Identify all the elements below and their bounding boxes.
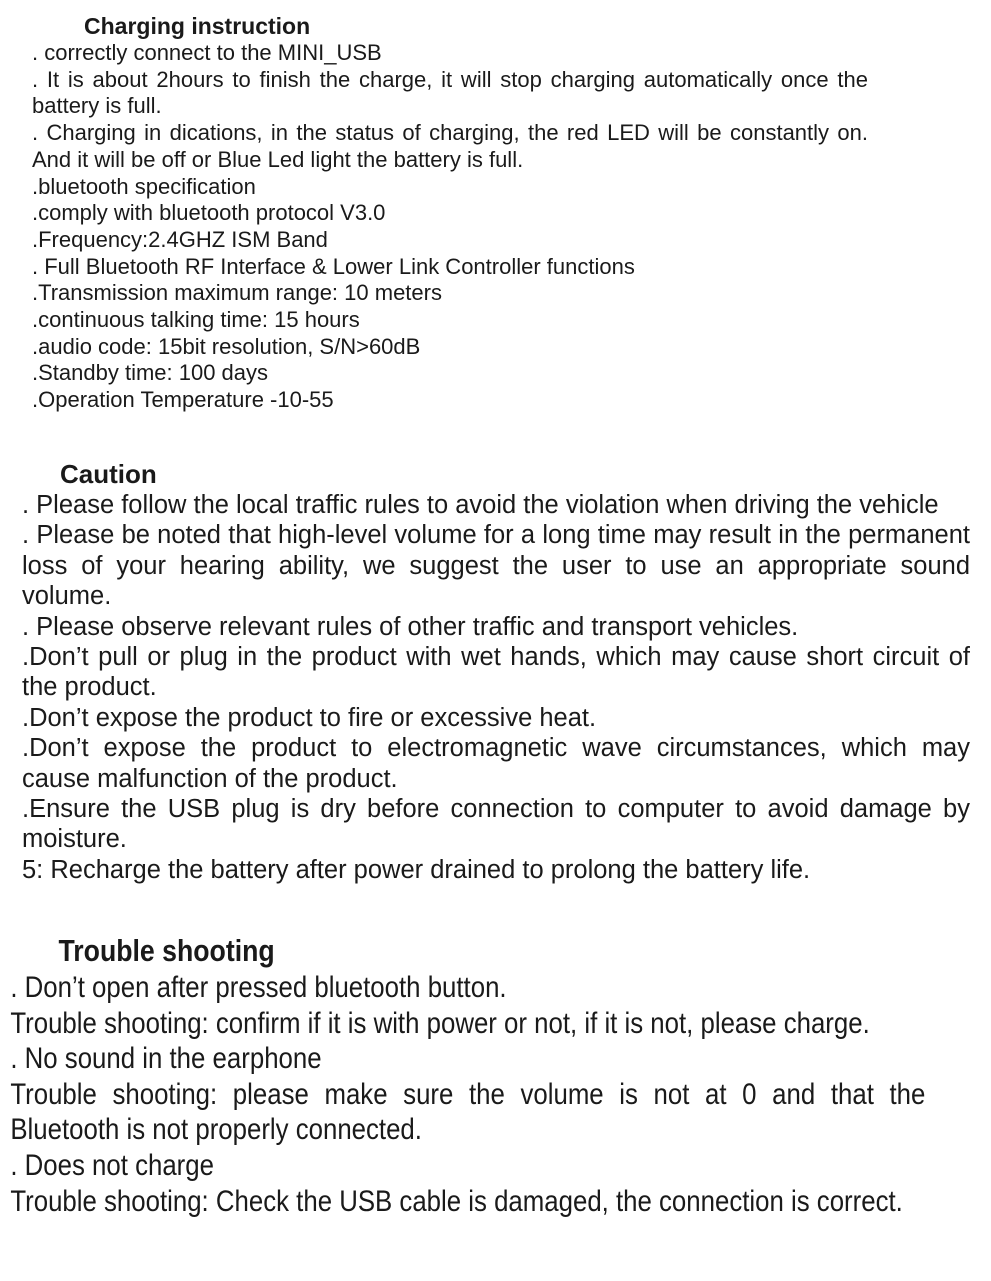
charging-line-duration: . It is about 2hours to finish the charge, it will stop charging automatically once the battery is full. xyxy=(32,66,868,119)
charging-line-indication: . Charging in dications, in the status of charging, the red LED will be constantly on. And it will be off or Blue Led light the battery is full. xyxy=(32,120,868,172)
caution-section xyxy=(0,458,991,885)
spec-talk-time: .continuous talking time: 15 hours xyxy=(32,307,360,333)
caution-traffic-rules: . Please follow the local traffic rules to avoid the violation when driving the vehicle xyxy=(22,491,939,519)
spec-protocol: .comply with bluetooth protocol V3.0 xyxy=(32,200,386,226)
trouble-issue-no-sound: . No sound in the earphone xyxy=(10,1042,322,1076)
spec-audio-code: .audio code: 15bit resolution, S/N>60dB xyxy=(32,333,421,359)
trouble-issue-bluetooth: . Don’t open after pressed bluetooth button. xyxy=(10,971,507,1004)
caution-volume: . Please be noted that high-level volume for a long time may result in the permanent loss of your hearing ability, we suggest the user to use an appropriate sound volume. xyxy=(22,521,970,611)
caution-usb-dry: .Ensure the USB plug is dry before connection to computer to avoid damage by moisture. xyxy=(22,795,970,854)
spec-range: .Transmission maximum range: 10 meters xyxy=(32,280,442,306)
caution-electromagnetic: .Don’t expose the product to electromagnetic wave circumstances, which may cause malfunction of the product. xyxy=(22,734,970,793)
spec-temperature: .Operation Temperature -10-55 xyxy=(32,387,334,413)
caution-heat: .Don’t expose the product to fire or excessive heat. xyxy=(22,703,597,732)
spec-rf-interface: . Full Bluetooth RF Interface & Lower Link Controller functions xyxy=(32,253,635,279)
caution-transport: . Please observe relevant rules of other traffic and transport vehicles. xyxy=(22,612,799,641)
spec-frequency: .Frequency:2.4GHZ ISM Band xyxy=(32,226,328,252)
caution-wet-hands: .Don’t pull or plug in the product with wet hands, which may cause short circuit of the product. xyxy=(22,643,970,702)
bluetooth-spec-heading: .bluetooth specification xyxy=(32,173,256,199)
trouble-fix-usb-cable: Trouble shooting: Check the USB cable is damaged, the connection is correct. xyxy=(10,1184,903,1218)
spec-standby: .Standby time: 100 days xyxy=(32,360,269,386)
caution-heading: Caution xyxy=(60,459,157,489)
charging-instruction-heading: Charging instruction xyxy=(84,13,311,39)
charging-instruction-section xyxy=(0,12,991,414)
charging-line-usb: . correctly connect to the MINI_USB xyxy=(32,40,382,65)
caution-recharge: 5: Recharge the battery after power drained to prolong the battery life. xyxy=(22,855,811,884)
trouble-shooting-section xyxy=(0,932,991,1219)
trouble-fix-volume: Trouble shooting: please make sure the volume is not at 0 and that the Bluetooth is not properly connected. xyxy=(10,1077,926,1147)
trouble-fix-power: Trouble shooting: confirm if it is with power or not, if it is not, please charge. xyxy=(10,1006,870,1040)
trouble-shooting-heading: Trouble shooting xyxy=(58,933,275,968)
trouble-issue-no-charge: . Does not charge xyxy=(10,1148,214,1182)
